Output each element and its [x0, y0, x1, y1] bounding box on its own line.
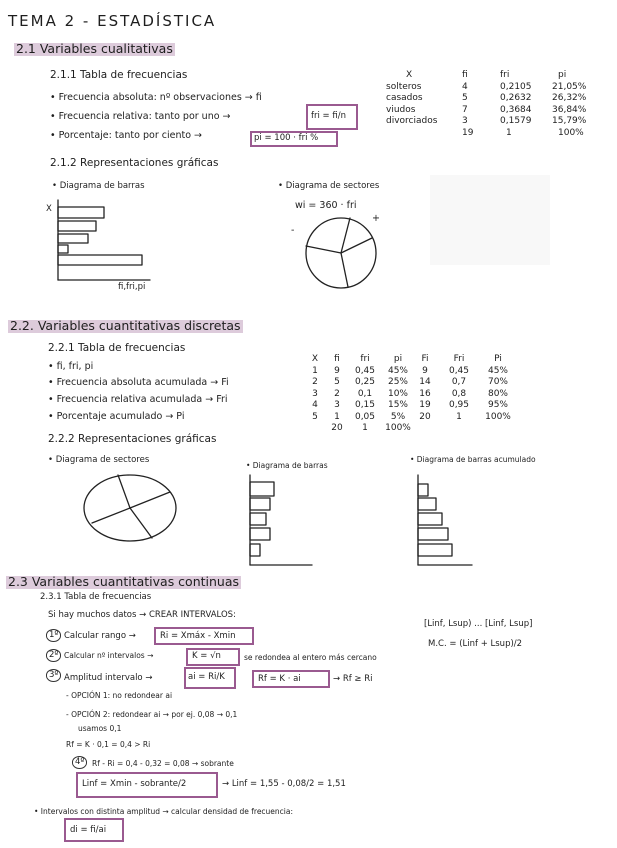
table-cell: 100% [485, 411, 511, 422]
table-cell: 0,45 [354, 365, 376, 376]
step2-note: se redondea al entero más cercano [244, 653, 377, 662]
table-cell: solteros [386, 81, 422, 92]
pie-plus: + [372, 213, 380, 224]
table-2-2-col-Fi [414, 354, 436, 423]
table-header-fri: fri [360, 354, 370, 364]
table-cell: 45% [487, 365, 508, 376]
option-2-calc: Rf = K · 0,1 = 0,4 > Ri [66, 740, 151, 749]
formula-linf-calc: → Linf = 1,55 - 0,08/2 = 1,51 [222, 779, 346, 789]
table-2-1-col-pi [552, 70, 586, 139]
table-2-2-col-pi [382, 354, 414, 435]
table-cell: 100% [558, 127, 584, 138]
table-cell: 26,32% [552, 93, 587, 103]
table-cell: 1 [506, 127, 512, 138]
table-cell: 36,84% [552, 104, 587, 115]
table-cell: 9 [334, 365, 340, 376]
subsection-2-3-1: 2.3.1 Tabla de frecuencias [40, 592, 152, 602]
table-cell: 15% [387, 400, 408, 410]
pie-chart-label-2-2: • Diagrama de sectores [48, 455, 150, 465]
table-2-2-col-Fri [442, 354, 476, 423]
bullet-fi-fri-pi: • fi, fri, pi [48, 361, 94, 372]
table-cell: 0,2632 [500, 93, 532, 103]
bar-chart-label-2-1: • Diagrama de barras [52, 181, 145, 191]
table-cell: 45% [387, 365, 408, 376]
table-cell: 0,15 [354, 400, 376, 410]
table-cell: 4 [462, 81, 468, 92]
table-cell: 0,1579 [500, 116, 532, 126]
formula-ai: ai = Ri/K [188, 672, 225, 682]
step1-number: 1º [46, 629, 61, 642]
subsection-2-1-1: 2.1.1 Tabla de frecuencias [50, 69, 188, 81]
formula-density: di = fi/ai [70, 825, 107, 835]
table-cell: 5 [462, 93, 468, 103]
step3-number: 3º [46, 669, 61, 682]
table-cell: 5 [312, 411, 318, 422]
table-cell: 80% [487, 388, 508, 399]
table-cell: 5 [334, 377, 340, 387]
option-1: - OPCIÓN 1: no redondear ai [66, 691, 173, 700]
table-2-2-col-fi [328, 354, 346, 435]
table-header-fi: fi [334, 354, 340, 364]
table-cell: 3 [334, 400, 340, 410]
pie-chart-2-1 [306, 218, 376, 288]
pie-chart-label-2-1: • Diagrama de sectores [278, 181, 380, 191]
table-cell: 100% [385, 423, 411, 433]
bullet-abs-freq: • Frecuencia absoluta: nº observaciones → fi [50, 92, 262, 103]
section-2-3-heading: 2.3 Variables cuantitativas continuas [8, 574, 240, 589]
table-cell: 0,95 [448, 400, 470, 410]
table-cell: casados [386, 93, 423, 103]
table-cell: 7 [462, 104, 468, 115]
table-header-pi: pi [558, 70, 567, 80]
bullet-acc-rel: • Frecuencia relativa acumulada → Fri [48, 394, 228, 405]
table-cell: 16 [419, 388, 431, 399]
formula-pi: pi = 100 · fri % [254, 133, 319, 143]
step4-text: Rf - Ri = 0,4 - 0,32 = 0,08 → sobrante [92, 759, 234, 768]
table-cell: 2 [312, 377, 318, 387]
interval-notation: [Linf, Lsup) ... [Linf, Lsup] [424, 619, 533, 629]
option-2-use: usamos 0,1 [78, 724, 122, 733]
table-cell: 1 [456, 411, 462, 422]
table-header-fi: fi [462, 70, 468, 80]
acc-bar-chart-label: • Diagrama de barras acumulado [410, 455, 536, 464]
step1-text: Calcular rango → [64, 631, 136, 641]
subsection-2-2-1: 2.2.1 Tabla de frecuencias [48, 342, 186, 354]
formula-linf: Linf = Xmin - sobrante/2 [82, 779, 187, 789]
table-cell: 2 [334, 388, 340, 399]
table-2-2-col-x [308, 354, 322, 423]
table-cell: 19 [462, 127, 474, 138]
table-2-1-col-x [386, 70, 438, 128]
table-cell: 1 [362, 423, 368, 433]
formula-rf-check: → Rf ≥ Ri [333, 674, 373, 684]
formula-range: Ri = Xmáx - Xmin [160, 631, 236, 641]
axis-x-label: X [46, 204, 52, 214]
formula-fri: fri = fi/n [311, 111, 346, 121]
table-2-2-col-Pi [480, 354, 516, 423]
table-header-fri: fri [500, 70, 510, 80]
table-cell: viudos [386, 104, 416, 115]
step2-number: 2º [46, 649, 61, 662]
table-cell: 5% [390, 411, 406, 422]
table-2-1-col-fi [462, 70, 473, 139]
table-cell: 20 [419, 411, 431, 422]
table-header-pi: pi [393, 354, 403, 364]
pie-formula: wi = 360 · fri [295, 200, 357, 211]
subsection-2-1-2: 2.1.2 Representaciones gráficas [50, 157, 219, 169]
table-header-Fi: Fi [421, 354, 429, 364]
table-header-Fri: Fri [453, 354, 465, 364]
table-2-2-col-fri [350, 354, 380, 435]
table-cell: 19 [419, 400, 431, 410]
table-cell: 20 [331, 423, 343, 433]
table-header-x: X [406, 70, 413, 80]
bullet-percent: • Porcentaje: tanto por ciento → [50, 130, 202, 141]
bullet-acc-abs: • Frecuencia absoluta acumulada → Fi [48, 377, 229, 388]
formula-k: K = √n [192, 651, 221, 661]
table-cell: 0,2105 [500, 81, 532, 92]
table-cell: 4 [312, 400, 318, 410]
section-2-1-heading: 2.1 Variables cualitativas [16, 41, 173, 56]
table-cell: 0,45 [448, 365, 470, 376]
table-2-1-col-fri [500, 70, 532, 139]
table-cell: 9 [422, 365, 428, 376]
bar-chart-2-1 [58, 200, 150, 280]
table-cell: 95% [487, 400, 508, 410]
table-cell: 25% [387, 377, 408, 387]
bleed-through [430, 175, 550, 265]
subsection-2-2-2: 2.2.2 Representaciones gráficas [48, 433, 217, 445]
table-cell: 3 [312, 388, 318, 399]
table-cell: 1 [334, 411, 340, 422]
pie-minus: - [291, 225, 295, 236]
pie-chart-2-2 [84, 475, 176, 541]
class-mark-formula: M.C. = (Linf + Lsup)/2 [428, 639, 523, 649]
option-2: - OPCIÓN 2: redondear ai → por ej. 0,08 → 0,1 [66, 710, 238, 719]
acc-bar-chart-2-2 [418, 475, 472, 565]
intervals-intro: Si hay muchos datos → CREAR INTERVALOS: [48, 610, 236, 620]
table-cell: 0,25 [354, 377, 376, 387]
table-cell: 21,05% [552, 81, 587, 92]
section-2-2-heading: 2.2. Variables cuantitativas discretas [10, 318, 241, 333]
bullet-rel-freq: • Frecuencia relativa: tanto por uno → [50, 111, 231, 122]
table-cell: 1 [312, 365, 318, 376]
axis-y-label: fi,fri,pi [118, 282, 146, 292]
page-title: TEMA 2 - ESTADÍSTICA [8, 12, 217, 30]
table-cell: 0,7 [451, 377, 467, 387]
step2-text: Calcular nº intervalos → [64, 651, 154, 660]
table-cell: 0,8 [451, 388, 467, 399]
table-cell: 10% [387, 388, 408, 399]
bullet-acc-pct: • Porcentaje acumulado → Pi [48, 411, 185, 422]
formula-rf: Rf = K · ai [258, 674, 301, 684]
table-cell: 14 [419, 377, 431, 387]
bar-chart-2-2 [250, 475, 312, 565]
table-cell: 15,79% [552, 116, 587, 126]
table-header-x: X [311, 354, 319, 364]
table-cell: 3 [462, 116, 468, 126]
table-cell: 0,05 [354, 411, 376, 422]
bar-chart-label-2-2: • Diagrama de barras [246, 461, 328, 470]
step3-text: Amplitud intervalo → [64, 673, 153, 683]
table-cell: 0,3684 [500, 104, 532, 115]
step4-number: 4º [72, 756, 87, 769]
table-header-Pi: Pi [494, 354, 502, 364]
table-cell: divorciados [386, 116, 438, 126]
table-cell: 0,1 [357, 388, 373, 399]
table-cell: 70% [487, 377, 508, 387]
variable-width-intervals: • Intervalos con distinta amplitud → calcular densidad de frecuencia: [34, 807, 294, 816]
